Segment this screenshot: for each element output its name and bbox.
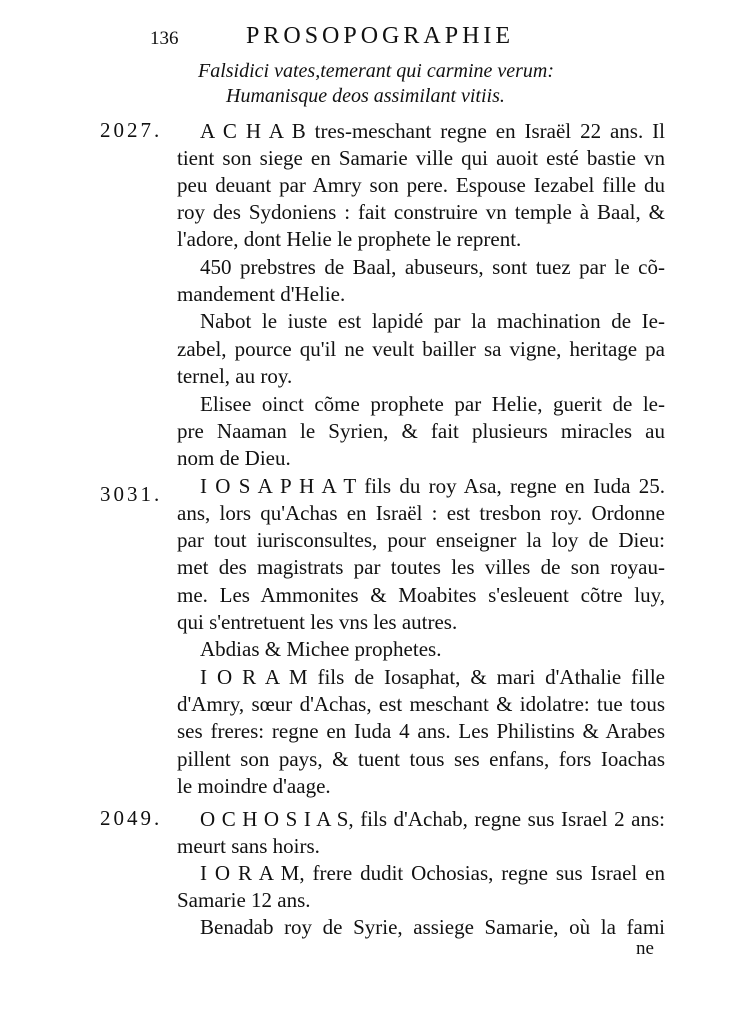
text-line: Elisee oinct cõme prophete par Helie, guerit de le- [200, 392, 665, 416]
margin-year: 2049. [100, 806, 163, 830]
text-line: tient son siege en Samarie ville qui auoit esté bastie vn [177, 146, 665, 170]
text-line: ses freres: regne en Iuda 4 ans. Les Philistins & Arabes [177, 719, 665, 743]
text-line: ternel, au roy. [177, 364, 293, 388]
text-line: nom de Dieu. [177, 446, 291, 470]
text-line: meurt sans hoirs. [177, 834, 320, 858]
text-line: I O R A M, frere dudit Ochosias, regne sus Israel en [200, 861, 665, 885]
text-line: Nabot le iuste est lapidé par la machination de Ie- [200, 309, 665, 333]
text-line: O C H O S I A S, fils d'Achab, regne sus Israel 2 ans: [200, 807, 665, 831]
text-line: mandement d'Helie. [177, 282, 346, 306]
text-line: pillent son pays, & tuent tous ses enfans, fors Ioachas [177, 747, 665, 771]
catchword: ne [636, 938, 654, 959]
text-line: peu deuant par Amry son pere. Espouse Iezabel fille du [177, 173, 665, 197]
text-line: pre Naaman le Syrien, & fait plusieurs miracles au [177, 419, 665, 443]
text-line: met des magistrats par toutes les villes de son royau- [177, 555, 665, 579]
text-line: Samarie 12 ans. [177, 888, 311, 912]
text-line: qui s'entretuent les vns les autres. [177, 610, 458, 634]
text-line: A C H A B tres-meschant regne en Israël 22 ans. Il [200, 119, 665, 143]
text-line: par tout iurisconsultes, pour enseigner la loy de Dieu: [177, 528, 665, 552]
margin-year: 2027. [100, 118, 163, 142]
text-line: roy des Sydoniens : fait construire vn temple à Baal, & [177, 200, 665, 224]
text-line: me. Les Ammonites & Moabites s'esleuent cõtre luy, [177, 583, 665, 607]
text-line: Abdias & Michee prophetes. [200, 637, 442, 661]
text-line: I O S A P H A T fils du roy Asa, regne en Iuda 25. [200, 474, 665, 498]
text-line: le moindre d'aage. [177, 774, 331, 798]
epigraph-line-1: Falsidici vates,temerant qui carmine verum: [198, 60, 555, 82]
running-title: PROSOPOGRAPHIE [246, 23, 515, 49]
text-line: I O R A M fils de Iosaphat, & mari d'Athalie fille [200, 665, 665, 689]
text-line: Benadab roy de Syrie, assiege Samarie, où la fami [200, 915, 665, 939]
text-line: 450 prebstres de Baal, abuseurs, sont tuez par le cõ- [200, 255, 665, 279]
text-line: l'adore, dont Helie le prophete le reprent. [177, 227, 522, 251]
text-line: ans, lors qu'Achas en Israël : est tresbon roy. Ordonne [177, 501, 665, 525]
page-number: 136 [150, 28, 179, 49]
margin-year: 3031. [100, 482, 163, 506]
epigraph-line-2: Humanisque deos assimilant vitiis. [226, 85, 505, 107]
text-line: d'Amry, sœur d'Achas, est meschant & idolatre: tue tous [177, 692, 665, 716]
text-line: zabel, pource qu'il ne veult bailler sa vigne, heritage pa [177, 337, 665, 361]
